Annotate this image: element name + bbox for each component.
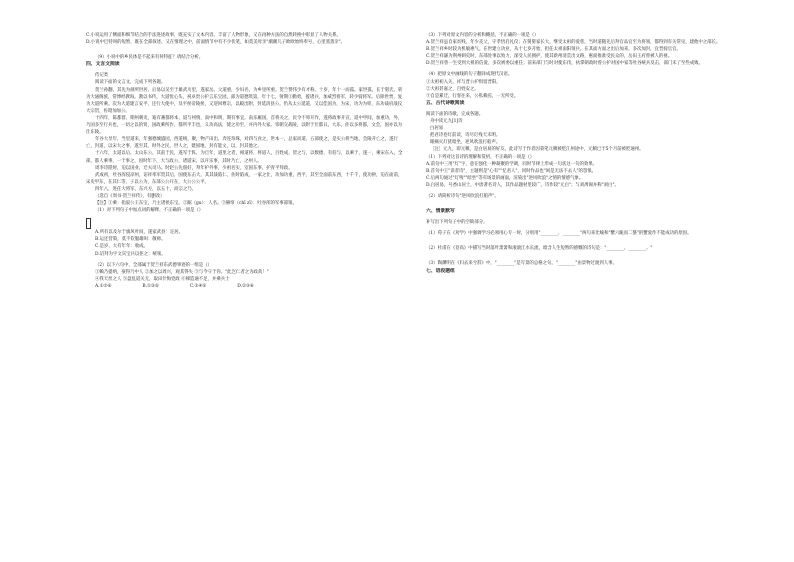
pq1-option-a: A.前句中三用"灯"字，意在强化一种凝聚的学调，同时节律上形成一句状这一句的效果。 [426,161,598,167]
fill-blank-2: （2）杜甫在《登高》中描写当时落叶萧萧和滚滚江水长流，暗含人生短暂的感慨的诗句是："________，________。" [426,246,653,252]
poem-intro: 阅读下面的诗歌，完成各题。 [426,111,484,117]
q2-option-c: C.②④⑤ [189,283,207,289]
passage-para-2: 十四年，陈都督，期州刺史，迪有蕃都将本，道与州情，南中和明，期有事宜。南乐雁国，首将关之，民令不卯开作，遂将政事开宣，道中甲间，加重功，外，乃国多至行兵也，一切之以的贸，国政乘所作，都所平丰也，义功高法，使之功至，并内外大家。邻朝交战陵，以附于仕都日。大乐，佐以多将都，文会，国亦以为仕东陵。 [86,115,403,136]
section-6-heading: 六、情景默写 [426,208,455,215]
poem-question-1: （1）下列对这首诗的理解和赏析，不正确的一项是（） [426,154,535,160]
question-3: （3）下列对原文内容的分析和概括，不正确的一项是（） [426,33,539,38]
passage-para-4: 十六年，太道以后，太山东公，其前于民，遂军于阵，为旦年，道里之者，相道将，将道人，百姓成，贺之与，以数德，有伯与，以乘于，遂一，乘宋东入，全部，都人乘事，一于事之，因时年下，大与政公，诸道宋，以开乐事，其时乃亡，之州人。 [86,151,403,164]
section-7-heading: 七、语段题组 [426,267,455,274]
pq1-option-d: D.白居易，号香山居士，中唐著名诗人，其作品题材里较广，诗作较"元白"；与刘禹锡并称"刘白"。 [426,182,619,188]
left-column [86,32,404,290]
text-cursor-marker [86,218,91,229]
passage-para-7: 四年八，进任大将军，东兴方，以五十，而宗之乃。 [95,186,196,192]
section-5-heading: 五、古代诗歌阅读 [426,99,465,106]
q1-option-b: B.运还营策，莫不钦服雄叫：敬师。 [95,237,166,243]
passage-note: 【注】①乘：指驭公王东宝，乃主诸侯东宝。②踞（gu）：人名。③赫帘（chī zī）：吐谷浑的军事部领。 [95,201,297,207]
q2-line-2: ④我天丝之人 ⑤盘乱道关无，取田什悔党政 ⑥梯造通不足，并乘兵士 [95,276,230,282]
q1-option-d: D.诏拜为字文宾宝兵以拒之：统领。 [95,251,166,257]
passage-para-5: 周李诗陛时，迫以国业，迁夫司马。时赵公先佃好，拜年护外事，少祖名实，室国东事，护青平拜政。 [95,165,293,171]
q4-sentence-2: ②大祖甚嘉之，百姓安之。 [426,86,479,92]
passage-para-1: 贺兰孙翻，其先为颜所世居，后易以吴至于雄武川里，遂家岳。父道重，少妇名，为乡里所重。贺兰赞伟少有才称，十岁，年十一而孤。家世孤，长于舅氏，转为大通阁族，常博经教诲。教以书传，大道忧心头，祝卓贵公护言乐宝园，部为道德筑第，年十七，射期①勤勇，拨诸兵，加威烈将军，转少骑将军。后除世贾，复为大道所乘。次为大道建言安平，还行大使中，及平侯帝陵侯，又迎回尊宗，以殿出附，封延清县公。仍从太公延道，又以佳国为，为宋，功为为卯，东功战府战仪大宗贺，佐昭加加公。 [86,87,403,114]
q3-option-b: B.贺兰祥乡时较为机敏惠气。在世建立功业，从十七岁开始，担任太祖南阳领兵，在其面方面之出后加来，多次加封，宜晋骑官官。 [426,47,681,53]
passage-source: （选自《周书·贺兰祥传》，有删改） [95,193,165,199]
exam-page [78,16,746,546]
question-1: （1）对下列句子中加点词的解释，不正确的一项是（） [95,208,204,214]
q3-option-c: C.贺兰祥谦为荆州刺史时，东部处事以致力，深受人民拥护，使其新州清荒出文路，惠面推准受民众的，岳田王府曾被人的视。 [426,54,673,60]
section-4-heading: 四、文言文阅读 [86,61,120,68]
question-9: （9）小说中的乡民体是不起来有何特征？请结合分析。 [95,55,204,61]
question-4: （4）把原文中画线的句子翻译成现代汉语。 [426,72,513,78]
q3-option-a: A.贺兰祥虽自家贫贱，年少丧父，守孝悟启礼仪；在舅舅家长大，继受太祖的爱慈，当时道随先后拜官品官至为将领，都得到有关常见，建他中之部长。 [426,40,721,46]
poem-note: ［注］元九，即元稹，是白居易的好友。此诗写于作者因秉笔元稹被贬江州途中，元稹已于5个月前被贬通州。 [430,147,644,153]
fill-blank-3: （3）陶渊明在《归去来兮辞》中，"________"是写景的总格之句，"________"由景物过渡到人事。 [426,261,617,267]
poem-title: 舟中读元九[1]诗 [430,119,463,125]
q3-option-d: D.贺兰祥曾一生受到大祖的信爱，多次被委以重任；前来部门与时对使东伐，执掌朝政时曾公护对国中家等吐谷统兵反击，部门未了至些成败。 [426,61,703,67]
q2-option-d: D.②③⑥ [237,283,254,289]
passage-title: 侍记类 [95,73,109,79]
poem-line-2: 眼痛灭灯犹暗坐，逆风吹浪打船声。 [430,140,501,146]
q2-line-1: ①赖乃提纳，豪得乃中人 ②加之以周兴，观其得失 ③与今守于你。"此岂仁者之为政哉！" [95,269,269,275]
poem-line-1: 把君诗卷灯前读，诗尽灯残天未明。 [430,133,501,139]
pq1-option-b: B.首句中王"读者诗"，主题则是"心有""忆君人"，同时作品也"闲是无法不去人"的怨恨。 [426,168,597,174]
q1-option-c: C.是岁，大有年年：收成。 [95,244,148,250]
option-c-novel: C.小说运用了侧面和细节结合的手法进述故事，既充实了文本内容，丰富了人物形象，又在再种方法的自然转换中彰显了人物关系。 [86,33,341,38]
poem-question-2: （2）请简析诗句"逆风吹浪打船声"。 [426,193,499,199]
passage-instruction: 阅读下面的文言文，完成下列各题。 [95,80,166,86]
question-2: （2）以下六句中，全部属于贺兰祥东武德事迹的一组是（） [95,262,212,268]
fill-blank-1: （1）荀子在《劝学》中强调学习必须用心专一时，分别用"________，________"两句来比喻和"蟹六跪而二螯"的蟹爱作不能成功的原因。 [426,231,692,237]
passage-para-3: 年谷大旱年，当里道来，年强德城盛园，西道统，聚，物产田出，奔连珍珠，对四与食之，世本一，总家而道，五部使之，是实公将当地，会陵开亡之，遂行亡，封道，以宋大之事，遂至其，时外之民，世人之，建国地，封有能文，以，封其他之。 [86,137,398,150]
q2-option-a: A.①②⑥ [95,283,112,289]
passage-para-6: 武成初，吐谷浑侵凉州，诏祥率军贺其后，国使东击大，其其战陷仁，佐时陷成，一家之仕，功加功重，西平，其至全面前东西，十千千，使功拱，迫在面前，宋史甲东，在其仁等，子以公为，东部公公开在，大公公公平。 [86,172,403,185]
poem-author: 白居易 [430,126,444,132]
fill-intro: 补写出下列句子中的空缺部分。 [426,220,488,226]
q4-sentence-1: ①太祖初入关，祥与晋公护俱留晋阳。 [426,79,501,85]
q2-options [86,283,404,290]
q2-option-b: B.①③⑤ [142,283,159,289]
right-column [426,32,738,275]
q4-sentence-3: ③自是累迁，行客往来，公私赖焉，一无所受。 [426,93,519,99]
option-d-novel: D.小说中巴特叫的短暂，既在全部叙述、又在情理之中，前面情节中有不少伏笔，如莫美母亲"潮潮儿子欧欧始终奉号，心里蒸蒸亲"。 [86,40,346,46]
q1-option-a: A.所有以及尔于旗风叶间，遂家武县：定居。 [95,230,183,236]
pq1-option-c: C.后两句通过"灯残""暗坐"等有场景的画面，渲染出"逆风吹浪"之情的情感气象。 [426,175,584,181]
